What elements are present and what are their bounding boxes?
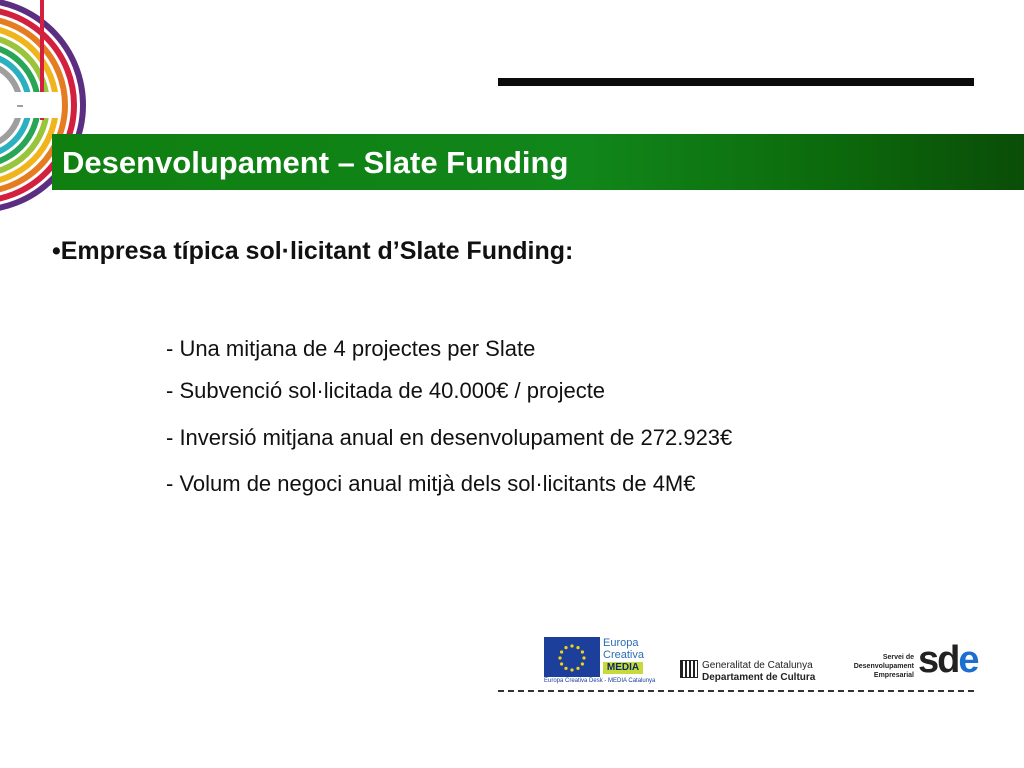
generalitat-emblem-icon — [680, 660, 698, 678]
footer-logos — [540, 630, 980, 690]
generalitat-line1: Generalitat de Catalunya — [702, 660, 813, 671]
eu-caption: Europa Creativa Desk - MEDIA Catalunya — [544, 678, 656, 684]
bullet-item-investment: - Inversió mitjana anual en desenvolupament de 272.923€ — [166, 425, 733, 450]
top-rule — [498, 78, 974, 86]
footer-dashed-rule — [498, 690, 974, 692]
bullet-item-subsidy: - Subvenció sol·licitada de 40.000€ / projecte — [166, 378, 606, 403]
title-banner — [52, 134, 1024, 190]
media-badge: MEDIA — [603, 662, 643, 674]
sde-mark-sd: sd — [918, 639, 959, 681]
sde-line1: Servei de — [882, 654, 914, 661]
bullet-item-projects: - Una mitjana de 4 projectes per Slate — [166, 336, 536, 361]
sde-line2: Desenvolupament — [853, 663, 914, 670]
generalitat-line2: Departament de Cultura — [702, 672, 816, 683]
sde-line3: Empresarial — [873, 672, 914, 679]
eu-flag-icon — [544, 637, 600, 677]
decorative-rings-icon — [0, 0, 90, 230]
eu-logo-line1: Europa — [603, 637, 639, 649]
sde-logo-icon — [918, 638, 978, 682]
eu-logo-line2: Creativa — [603, 649, 644, 661]
sde-mark-e: e — [958, 639, 978, 681]
slide-title: Desenvolupament – Slate Funding — [62, 145, 569, 180]
bullet-item-turnover: - Volum de negoci anual mitjà dels sol·licitants de 4M€ — [166, 471, 696, 496]
slide-heading: •Empresa típica sol·licitant d’Slate Funding: — [52, 237, 574, 265]
